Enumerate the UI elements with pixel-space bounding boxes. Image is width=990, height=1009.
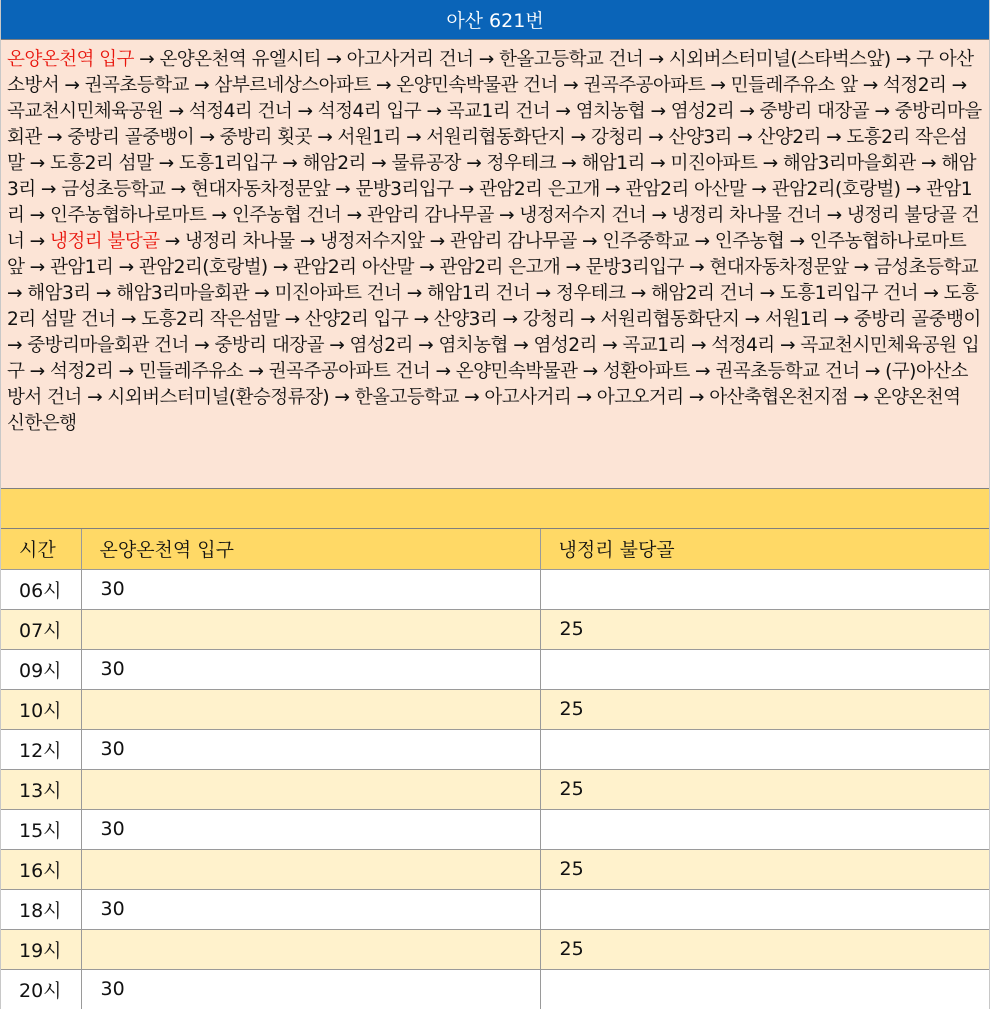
table-row: [1, 849, 989, 889]
hour-cell: 07시: [1, 609, 81, 649]
table-row: [1, 729, 989, 769]
route-segment-turnaround: 냉정리 불당골: [49, 231, 160, 252]
timetable-header-row: [1, 529, 989, 569]
header-time: 시간: [1, 529, 81, 569]
hour-cell: 16시: [1, 849, 81, 889]
origin-minute-cell: [81, 929, 540, 969]
hour-cell: 13시: [1, 769, 81, 809]
origin-minute-cell: 30: [81, 889, 540, 929]
spacer-row: [1, 489, 989, 529]
origin-minute-cell: 30: [81, 969, 540, 1009]
table-row: [1, 649, 989, 689]
origin-minute-cell: [81, 769, 540, 809]
hour-cell: 18시: [1, 889, 81, 929]
table-row: [1, 609, 989, 649]
turnaround-minute-cell: 25: [540, 849, 989, 889]
route-segment-origin: 온양온천역 입구: [7, 49, 134, 70]
table-row: [1, 809, 989, 849]
table-row: [1, 569, 989, 609]
hour-cell: 19시: [1, 929, 81, 969]
route-title: 아산 621번: [1, 0, 989, 40]
table-row: [1, 929, 989, 969]
table-row: [1, 689, 989, 729]
hour-cell: 06시: [1, 569, 81, 609]
origin-minute-cell: 30: [81, 649, 540, 689]
origin-minute-cell: [81, 849, 540, 889]
turnaround-minute-cell: [540, 649, 989, 689]
turnaround-minute-cell: 25: [540, 609, 989, 649]
header-turnaround-stop: 냉정리 불당골: [540, 529, 989, 569]
route-stop-list: [1, 40, 989, 489]
hour-cell: 10시: [1, 689, 81, 729]
origin-minute-cell: 30: [81, 569, 540, 609]
route-segment-outbound: → 온양온천역 유엘시티 → 아고사거리 건너 → 한올고등학교 건너 → 시외버스터미널(스타벅스앞) → 구 아산소방서 → 권곡초등학교 → 삼부르네상스아파트 → 온양민속박물관 건너 → 권곡주공아파트 → 민들레주유소 앞 → 석정2리 → 곡교천시민체육공원 → 석정4리 건너 → 석정4리 입구 → 곡교1리 건너 → 염치농협 → 염성2리 → 중방리 대장골 → 중방리마을회관 → 중방리 골중뱅이 → 중방리 횟곳 → 서원1리 → 서원리협동화단지 → 강청리 → 산양3리 → 산양2리 → 도흥2리 작은섬말 → 도흥2리 섬말 → 도흥1리입구 → 해암2리 → 물류공장 → 정우테크 → 해암1리 → 미진아파트 → 해암3리마을회관 → 해암3리 → 금성초등학교 → 현대자동차정문앞 → 문방3리입구 → 관암2리 은고개 → 관암2리 아산말 → 관암2리(호랑벌) → 관암1리 → 인주농협하나로마트 → 인주농협 건너 → 관암리 감나무골 → 냉정저수지 건너 → 냉정리 차나물 건너 → 냉정리 불당골 건너 →: [7, 49, 982, 252]
turnaround-minute-cell: [540, 809, 989, 849]
hour-cell: 12시: [1, 729, 81, 769]
turnaround-minute-cell: [540, 889, 989, 929]
turnaround-minute-cell: 25: [540, 769, 989, 809]
route-segment-inbound: → 냉정리 차나물 → 냉정저수지앞 → 관암리 감나무골 → 인주중학교 → 인주농협 → 인주농협하나로마트 앞 → 관암1리 → 관암2리(호랑벌) → 관암2리 아산말 → 관암2리 은고개 → 문방3리입구 → 현대자동차정문앞 → 금성초등학교 → 해암3리 → 해암3리마을회관 → 미진아파트 건너 → 해암1리 건너 → 정우테크 → 해암2리 건너 → 도흥1리입구 건너 → 도흥2리 섬말 건너 → 도흥2리 작은섬말 → 산양2리 입구 → 산양3리 → 강청리 → 서원리협동화단지 → 서원1리 → 중방리 골중뱅이 → 중방리마을회관 건너 → 중방리 대장골 → 염성2리 → 염치농협 → 염성2리 → 곡교1리 → 석정4리 → 곡교천시민체육공원 입구 → 석정2리 → 민들레주유소 → 권곡주공아파트 건너 → 온양민속박물관 → 성환아파트 → 권곡초등학교 건너 → (구)아산소방서 건너 → 시외버스터미널(환승정류장) → 한올고등학교 → 아고사거리 → 아고오거리 → 아산축협온천지점 → 온양온천역 신한은행: [7, 231, 981, 434]
hour-cell: 20시: [1, 969, 81, 1009]
header-origin-stop: 온양온천역 입구: [81, 529, 540, 569]
timetable: [1, 529, 989, 1009]
table-row: [1, 889, 989, 929]
origin-minute-cell: [81, 689, 540, 729]
table-row: [1, 969, 989, 1009]
turnaround-minute-cell: [540, 729, 989, 769]
hour-cell: 15시: [1, 809, 81, 849]
turnaround-minute-cell: [540, 969, 989, 1009]
origin-minute-cell: [81, 609, 540, 649]
origin-minute-cell: 30: [81, 729, 540, 769]
hour-cell: 09시: [1, 649, 81, 689]
turnaround-minute-cell: 25: [540, 929, 989, 969]
table-row: [1, 769, 989, 809]
turnaround-minute-cell: [540, 569, 989, 609]
turnaround-minute-cell: 25: [540, 689, 989, 729]
origin-minute-cell: 30: [81, 809, 540, 849]
